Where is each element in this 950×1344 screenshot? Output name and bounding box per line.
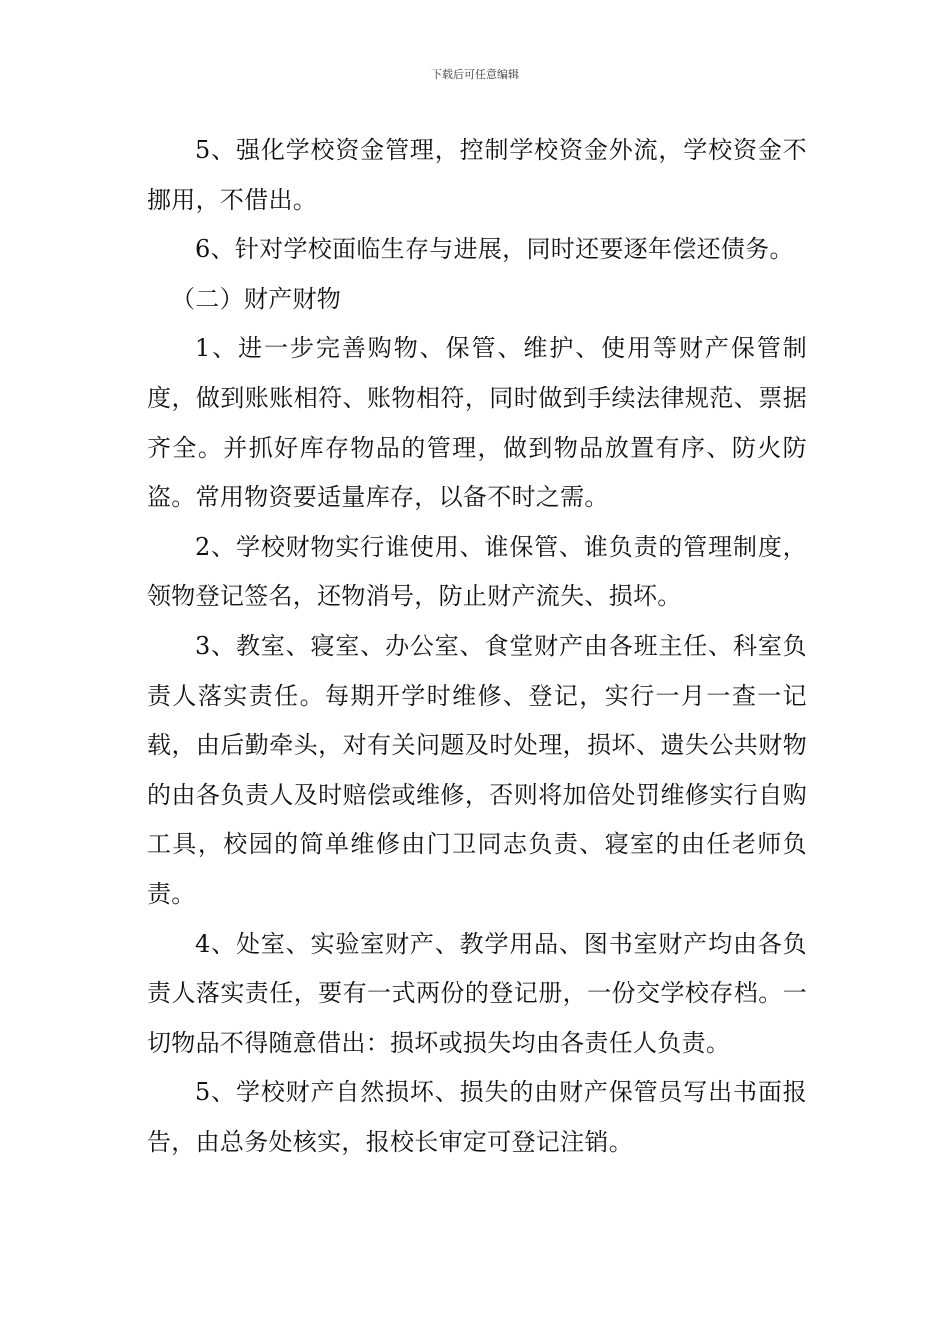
paragraph-property-3: 3、教室、寝室、办公室、食堂财产由各班主任、科室负责人落实责任。每期开学时维修、登记，实行一月一查一记载，由后勤牵头，对有关问题及时处理，损坏、遗失公共财物的由各负责人及时赔偿或维修，否则将加倍处罚维修实行自购工具，校园的简单维修由门卫同志负责、寝室的由任老师负责。 — [147, 631, 807, 908]
paragraph-funds-6: 6、针对学校面临生存与进展，同时还要逐年偿还债务。 — [195, 235, 794, 264]
paragraph-property-5: 5、学校财产自然损坏、损失的由财产保管员写出书面报告，由总务处核实，报校长审定可登记注销。 — [147, 1078, 807, 1156]
section-heading-property: （二）财产财物 — [171, 284, 342, 313]
paragraph-property-1: 1、进一步完善购物、保管、维护、使用等财产保管制度，做到账账相符、账物相符，同时做到手续法律规范、票据齐全。并抓好库存物品的管理，做到物品放置有序、防火防盗。常用物资要适量库存，以备不时之需。 — [147, 334, 807, 512]
document-body — [147, 126, 807, 1167]
page-header-watermark: 下载后可任意编辑 — [431, 68, 519, 81]
paragraph-funds-5: 5、强化学校资金管理，控制学校资金外流，学校资金不挪用，不借出。 — [147, 136, 807, 214]
paragraph-property-2: 2、学校财物实行谁使用、谁保管、谁负责的管理制度，领物登记签名，还物消号，防止财产流失、损坏。 — [147, 532, 807, 611]
paragraph-property-4: 4、处室、实验室财产、教学用品、图书室财产均由各负责人落实责任，要有一式两份的登记册，一份交学校存档。一切物品不得随意借出：损坏或损失均由各责任人负责。 — [147, 929, 807, 1057]
